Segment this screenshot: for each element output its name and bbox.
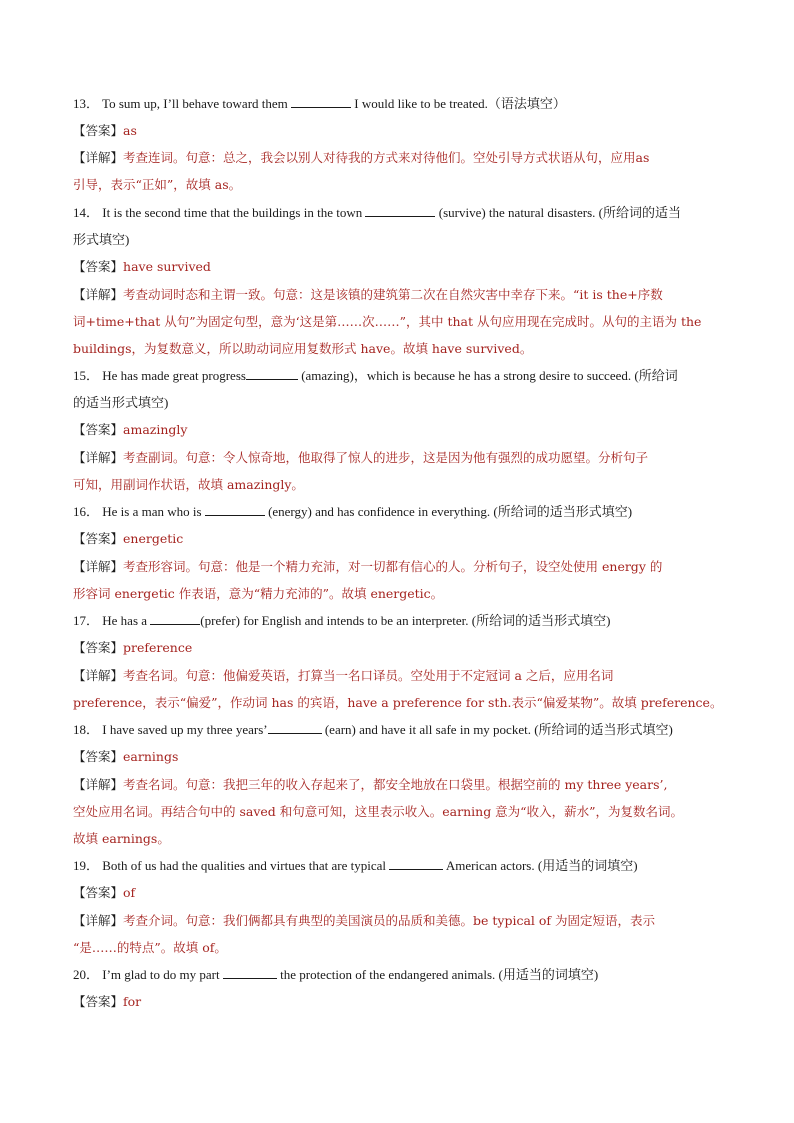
question-number: 17．	[73, 613, 100, 628]
question-text: American actors. (用适当的词填空)	[445, 858, 638, 873]
detail-line-14	[73, 286, 663, 304]
question-number: 20．	[73, 967, 100, 982]
question-text: I would like to be treated.（语法填空）	[354, 96, 566, 111]
question-15	[73, 367, 678, 385]
question-text: 形式填空)	[73, 232, 130, 247]
detail-label: 【详解】	[73, 150, 124, 165]
detail-text: 考查名词。句意：我把三年的收入存起来了，都安全地放在口袋里。根据空前的 my three years’,	[123, 777, 668, 792]
answer-value: as	[123, 123, 137, 138]
detail-line-13	[73, 149, 649, 167]
question-13	[73, 95, 566, 113]
detail-label: 【详解】	[73, 450, 124, 465]
answer-blank	[268, 721, 322, 734]
detail-text: buildings，为复数意义，所以助动词应用复数形式 have。故填 have survived。	[73, 341, 533, 356]
answer-value: for	[123, 994, 142, 1009]
detail-label: 【详解】	[73, 559, 124, 574]
question-text: To sum up, I’ll behave toward them	[102, 96, 288, 111]
detail-text: 考查形容词。句意：他是一个精力充沛，对一切都有信心的人。分析句子，设空处使用 energy 的	[123, 559, 663, 574]
question-text: (survive) the natural disasters. (所给词的适当	[438, 205, 681, 220]
detail-text: 故填 earnings。	[73, 831, 170, 846]
answer-blank	[246, 367, 298, 380]
question-text: He has a	[102, 613, 148, 628]
answer-line-15	[73, 421, 187, 439]
question-16	[73, 503, 632, 521]
answer-line-20	[73, 993, 141, 1011]
detail-text: 引导，表示“正如”，故填 as。	[73, 177, 242, 192]
detail-line-16	[73, 558, 662, 576]
answer-value: preference	[123, 640, 193, 655]
question-19	[73, 857, 638, 875]
answer-label: 【答案】	[73, 531, 124, 546]
answer-label: 【答案】	[73, 994, 124, 1009]
detail-label: 【详解】	[73, 668, 124, 683]
answer-label: 【答案】	[73, 259, 124, 274]
question-text: the protection of the endangered animals. (用适当的词填空)	[280, 967, 599, 982]
answer-line-16	[73, 530, 183, 548]
detail-label: 【详解】	[73, 287, 124, 302]
question-number: 19．	[73, 858, 100, 873]
answer-label: 【答案】	[73, 123, 124, 138]
answer-blank	[205, 503, 265, 516]
question-text: 的适当形式填空)	[73, 395, 169, 410]
answer-line-18	[73, 748, 178, 766]
detail-label: 【详解】	[73, 913, 124, 928]
question-14	[73, 204, 681, 222]
answer-line-13	[73, 122, 137, 140]
answer-value: energetic	[123, 531, 184, 546]
detail-line-15	[73, 449, 648, 467]
question-text: (energy) and has confidence in everything. (所给词的适当形式填空)	[268, 504, 633, 519]
question-text: (amazing)，which is because he has a strong desire to succeed. (所给词	[301, 368, 678, 383]
detail-text: 词+time+that 从句”为固定句型，意为‘这是第……次……”，其中 that 从句应用现在完成时。从句的主语为 the	[73, 314, 702, 329]
question-number: 13．	[73, 96, 100, 111]
detail-text: 可知，用副词作状语，故填 amazingly。	[73, 477, 304, 492]
answer-blank	[223, 966, 277, 979]
answer-label: 【答案】	[73, 885, 124, 900]
answer-value: have survived	[123, 259, 211, 274]
question-text: (earn) and have it all safe in my pocket. (所给词的适当形式填空)	[324, 722, 673, 737]
question-number: 14．	[73, 205, 100, 220]
question-text: He is a man who is	[102, 504, 202, 519]
answer-line-19	[73, 884, 135, 902]
question-text: Both of us had the qualities and virtues that are typical	[102, 858, 387, 873]
question-18	[73, 721, 673, 739]
question-20	[73, 966, 598, 984]
answer-label: 【答案】	[73, 749, 124, 764]
detail-text: 考查连词。句意：总之，我会以别人对待我的方式来对待他们。空处引导方式状语从句，应用as	[123, 150, 650, 165]
detail-text: 形容词 energetic 作表语，意为“精力充沛的”。故填 energetic。	[73, 586, 444, 601]
answer-value: earnings	[123, 749, 179, 764]
detail-line-18	[73, 776, 667, 794]
answer-label: 【答案】	[73, 640, 124, 655]
answer-blank	[291, 95, 351, 108]
answer-label: 【答案】	[73, 422, 124, 437]
answer-value: amazingly	[123, 422, 188, 437]
answer-line-14	[73, 258, 211, 276]
detail-line-17	[73, 667, 613, 685]
detail-text: “是……的特点”。故填 of。	[73, 940, 227, 955]
question-text: I’m glad to do my part	[102, 967, 220, 982]
question-number: 15．	[73, 368, 100, 383]
detail-text: 空处应用名词。再结合句中的 saved 和句意可知，这里表示收入。earning 意为“收入，薪水”，为复数名词。	[73, 804, 683, 819]
answer-line-17	[73, 639, 192, 657]
answer-value: of	[123, 885, 136, 900]
detail-text: 考查介词。句意：我们俩都具有典型的美国演员的品质和美德。be typical of 为固定短语，表示	[123, 913, 656, 928]
detail-text: 考查名词。句意：他偏爱英语，打算当一名口译员。空处用于不定冠词 a 之后，应用名词	[123, 668, 614, 683]
detail-text: preference，表示“偏爱”，作动词 has 的宾语，have a preference for sth.表示“偏爱某物”。故填 preference。	[73, 695, 723, 710]
answer-blank	[389, 857, 443, 870]
detail-text: 考查动词时态和主谓一致。句意：这是该镇的建筑第二次在自然灾害中幸存下来。“it is the+序数	[123, 287, 663, 302]
question-17	[73, 612, 610, 630]
question-number: 18．	[73, 722, 100, 737]
detail-text: 考查副词。句意：令人惊奇地，他取得了惊人的进步，这是因为他有强烈的成功愿望。分析句子	[123, 450, 649, 465]
question-text: I have saved up my three years’	[102, 722, 268, 737]
question-text: (prefer) for English and intends to be an interpreter. (所给词的适当形式填空)	[200, 613, 611, 628]
question-number: 16．	[73, 504, 100, 519]
question-text: He has made great progress	[102, 368, 246, 383]
detail-label: 【详解】	[73, 777, 124, 792]
answer-blank	[365, 204, 435, 217]
detail-line-19	[73, 912, 655, 930]
question-text: It is the second time that the buildings in the town	[102, 205, 363, 220]
answer-blank	[150, 612, 200, 625]
